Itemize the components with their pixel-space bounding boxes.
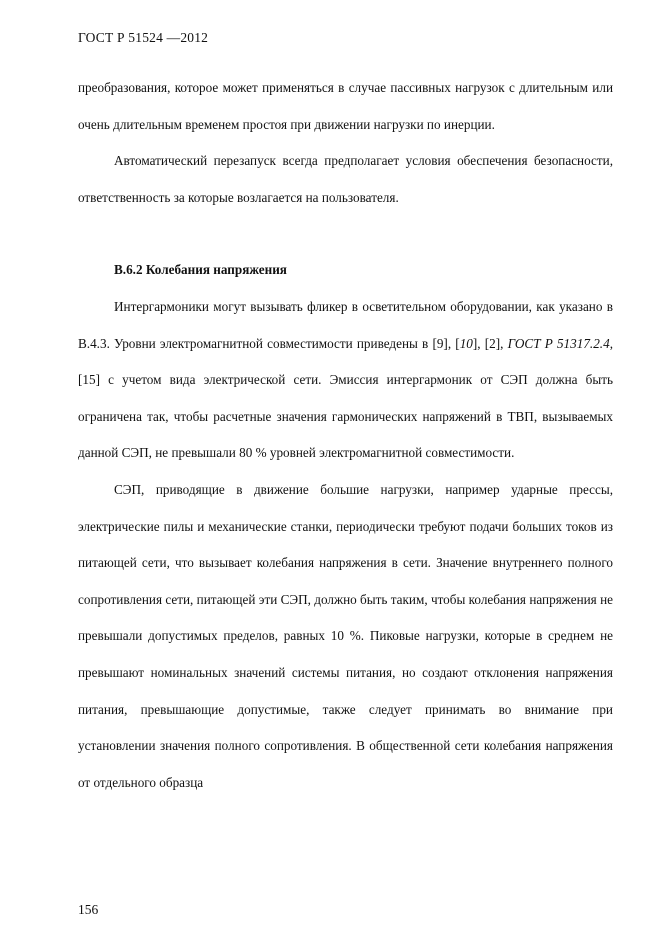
paragraph-text-part: Интергармоники могут вызывать фликер в осветительном оборудовании, как указано в В.4.3. Уровни электромагнитной совместимости приведены в [9], [ (78, 298, 613, 351)
document-header: ГОСТ Р 51524 —2012 (78, 30, 209, 45)
standard-reference: ГОСТ Р 51317.2.4 (507, 335, 610, 351)
paragraph-auto-restart: Автоматический перезапуск всегда предполагает условия обеспечения безопасности, ответственность за которые возлагается на пользователя. (78, 153, 613, 205)
page-body (78, 70, 613, 801)
page-number: 156 (78, 902, 99, 917)
paragraph-text-part: , [15] с учетом вида электрической сети. Эмиссия интергармоник от СЭП должна быть ограничена так, чтобы расчетные значения гармонических напряжений в ТВП, вызываемых данной СЭП, не превышали 80 % уровней электромагнитной совместимости. (78, 335, 613, 461)
paragraph-continuation: преобразования, которое может применяться в случае пассивных нагрузок с длительным или очень длительным временем простоя при движении нагрузки по инерции. (78, 80, 613, 132)
section-heading: В.6.2 Колебания напряжения (114, 262, 287, 278)
paragraph-voltage-fluctuations: СЭП, приводящие в движение большие нагрузки, например ударные прессы, электрические пилы и механические станки, периодически требуют подачи больших токов из питающей сети, что вызывает колебания напряжения в сети. Значение внутреннего полного сопротивления сети, питающей эти СЭП, должно быть таким, чтобы колебания напряжения не превышали допустимых пределов, равных 10 %. Пиковые нагрузки, которые в среднем не превышают номинальных значений системы питания, но создают отклонения напряжения питания, превышающие допустимые, также следует принимать во внимание при установлении значения полного сопротивления. В общественной сети колебания напряжения от отдельного образца (78, 481, 613, 790)
paragraph-text-part: ], [2], (472, 335, 508, 351)
paragraph-interharmonics (78, 289, 613, 472)
reference-italic: 10 (459, 335, 473, 351)
